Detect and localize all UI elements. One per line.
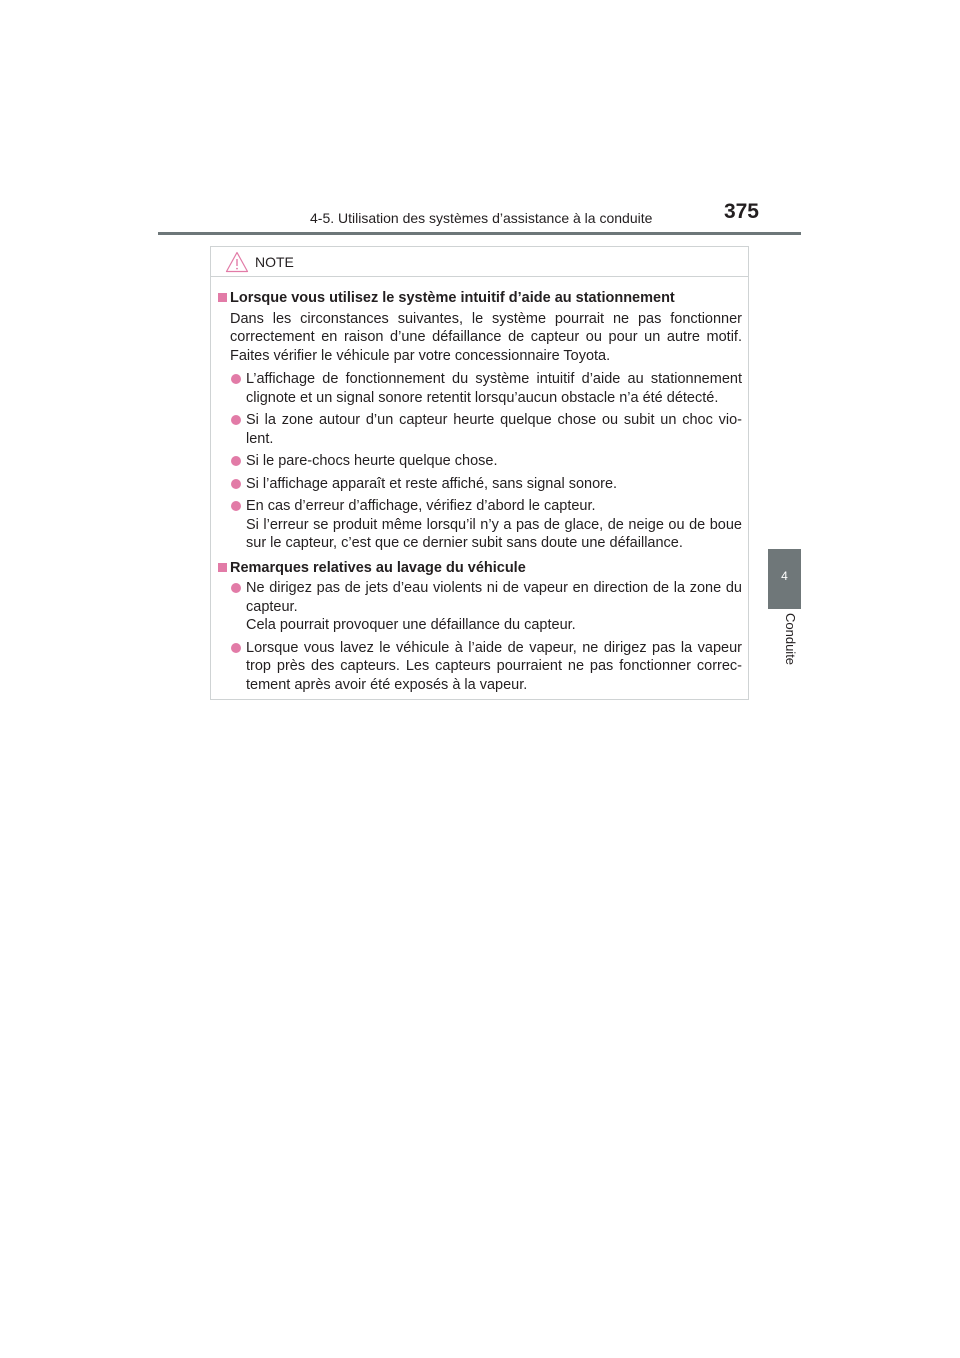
list-item — [216, 579, 742, 635]
note-header — [211, 247, 748, 277]
warning-triangle-icon — [225, 251, 249, 273]
square-bullet-icon — [218, 293, 227, 302]
list-item-text: Ne dirigez pas de jets d’eau violents ni de vapeur en direction de la zone du capteur. — [246, 580, 742, 615]
list-item — [216, 497, 742, 553]
round-bullet-icon — [231, 374, 241, 384]
note-body — [211, 277, 748, 694]
square-bullet-icon — [218, 563, 227, 572]
list-item — [216, 452, 742, 471]
page-number: 375 — [723, 200, 759, 223]
list-item — [216, 639, 742, 695]
round-bullet-icon — [231, 456, 241, 466]
round-bullet-icon — [231, 643, 241, 653]
list-item-text: Si l’erreur se produit même lorsqu’il n’y a pas de glace, de neige ou de boue sur le capteur, c’est que ce dernier subit sans doute une défaillance. — [246, 516, 742, 551]
round-bullet-icon — [231, 479, 241, 489]
list-item — [216, 370, 742, 407]
section-heading — [216, 559, 742, 578]
chapter-label: Conduite — [783, 613, 798, 666]
header-rule — [158, 232, 801, 235]
section-title: 4-5. Utilisation des systèmes d’assistance à la conduite — [310, 210, 653, 226]
page-header — [158, 198, 801, 238]
note-section — [216, 559, 742, 695]
note-box — [210, 246, 749, 700]
list-item-text: L’affichage de fonctionnement du système intuitif d’aide au stationnement clignote et un signal sonore retentit lorsqu’aucun obstacle n’a été détecté. — [246, 371, 742, 406]
list-item-text: En cas d’erreur d’affichage, vérifiez d’abord le capteur. — [246, 498, 596, 514]
chapter-number: 4 — [781, 569, 788, 583]
list-item-text: Cela pourrait provoquer une défaillance du capteur. — [246, 617, 576, 633]
round-bullet-icon — [231, 415, 241, 425]
list-item — [216, 475, 742, 494]
note-label: NOTE — [255, 254, 294, 270]
list-item — [216, 411, 742, 448]
round-bullet-icon — [231, 501, 241, 511]
note-section — [216, 289, 742, 553]
section-heading-text: Remarques relatives au lavage du véhicule — [230, 559, 526, 576]
round-bullet-icon — [231, 583, 241, 593]
section-heading-text: Lorsque vous utilisez le système intuitif d’aide au stationnement — [230, 290, 675, 306]
list-item-text: Si le pare-chocs heurte quelque chose. — [246, 453, 498, 469]
section-heading — [216, 289, 742, 308]
list-item-text: Lorsque vous lavez le véhicule à l’aide de vapeur, ne dirigez pas la vapeur trop près des capteurs. Les capteurs pourraient ne pas fonctionner correc-tement après avoir été exposés à la vapeur. — [246, 639, 742, 693]
list-item-text: Si l’affichage apparaît et reste affiché, sans signal sonore. — [246, 475, 618, 492]
chapter-tab — [768, 549, 801, 609]
list-item-text: Si la zone autour d’un capteur heurte quelque chose ou subit un choc vio-lent. — [246, 412, 742, 447]
section-intro: Dans les circonstances suivantes, le système pourrait ne pas fonctionner correctement en raison d’une défaillance de capteur ou pour un autre motif. Faites vérifier le véhicule par votre concessionnaire Toyota. — [230, 310, 742, 364]
